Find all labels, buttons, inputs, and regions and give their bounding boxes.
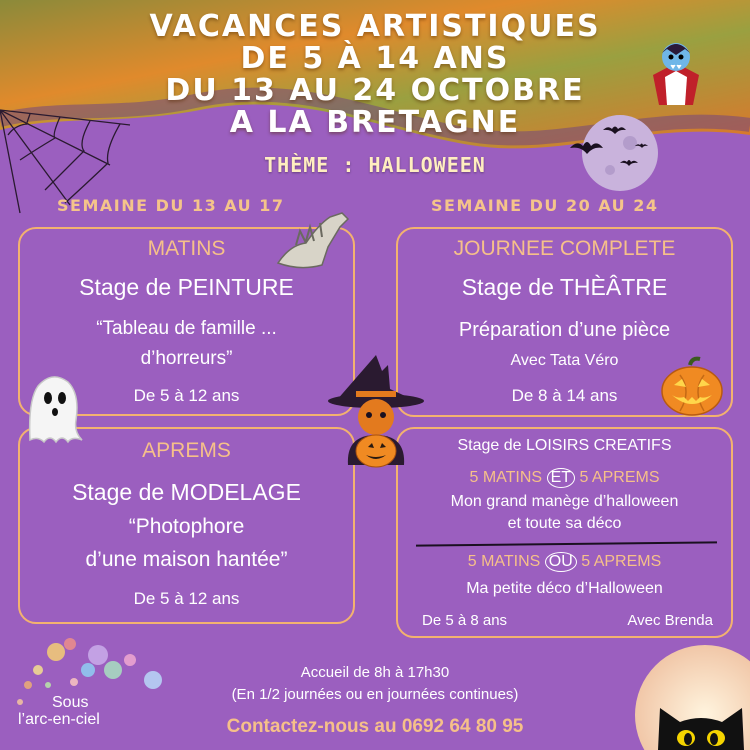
option2-afternoons: 5 APREMS bbox=[581, 553, 662, 570]
crafts-option2-schedule bbox=[398, 552, 731, 572]
contact-phone[interactable]: Contactez-nous au 0692 64 80 95 bbox=[226, 716, 524, 737]
theatre-ages: De 8 à 14 ans bbox=[511, 386, 618, 405]
divider bbox=[416, 541, 717, 546]
option1-afternoons: 5 APREMS bbox=[579, 469, 660, 486]
crafts-title: Stage de LOISIRS CREATIFS bbox=[457, 437, 672, 454]
option1-mornings: 5 MATINS bbox=[469, 469, 543, 486]
theme-label: THÈME : HALLOWEEN bbox=[264, 153, 486, 177]
afternoon-label: APREMS bbox=[142, 439, 231, 462]
option1-and: ET bbox=[547, 468, 575, 488]
crafts-option2-desc: Ma petite déco d’Halloween bbox=[466, 580, 663, 597]
moon-bats-icon bbox=[565, 108, 660, 198]
ghost-icon bbox=[18, 370, 88, 448]
crafts-card bbox=[396, 427, 733, 638]
crafts-ages: De 5 à 8 ans bbox=[422, 612, 508, 629]
opening-hours-note: (En 1/2 journées ou en journées continues) bbox=[231, 686, 519, 703]
black-cat-icon bbox=[652, 688, 750, 750]
theatre-desc-line1: Préparation d’une pièce bbox=[458, 319, 671, 341]
week1-heading: SEMAINE DU 13 AU 17 bbox=[57, 196, 285, 215]
crafts-teacher: Avec Brenda bbox=[627, 612, 713, 629]
title-line-1: VACANCES ARTISTIQUES bbox=[149, 9, 601, 44]
theatre-teacher: Avec Tata Véro bbox=[510, 352, 619, 369]
modelling-desc-line1: “Photophore bbox=[128, 515, 245, 538]
painting-desc-line2: d’horreurs” bbox=[140, 348, 233, 369]
zombie-hand-icon bbox=[270, 205, 355, 275]
morning-label: MATINS bbox=[147, 237, 226, 260]
logo-line1: Sous bbox=[52, 694, 89, 711]
title-line-4: A LA BRETAGNE bbox=[229, 105, 521, 140]
modelling-stage: Stage de MODELAGE bbox=[72, 479, 301, 505]
crafts-option1-schedule bbox=[398, 468, 731, 488]
option2-or: OU bbox=[545, 552, 577, 572]
witch-pumpkin-icon bbox=[326, 355, 426, 473]
crafts-option1-desc2: et toute sa déco bbox=[507, 515, 622, 532]
painting-stage: Stage de PEINTURE bbox=[79, 274, 294, 300]
crafts-option1-desc1: Mon grand manège d’halloween bbox=[450, 493, 679, 510]
jack-o-lantern-icon bbox=[660, 355, 724, 417]
theatre-stage: Stage de THÈÂTRE bbox=[461, 274, 668, 300]
logo-line2: l’arc-en-ciel bbox=[18, 711, 100, 728]
title-line-3: DU 13 AU 24 OCTOBRE bbox=[165, 73, 585, 108]
option2-mornings: 5 MATINS bbox=[467, 553, 541, 570]
afternoon-modelling-card bbox=[18, 427, 355, 624]
week2-heading: SEMAINE DU 20 AU 24 bbox=[431, 196, 659, 215]
vampire-icon bbox=[645, 35, 707, 107]
modelling-ages: De 5 à 12 ans bbox=[133, 589, 240, 608]
title-line-2: DE 5 À 14 ANS bbox=[240, 41, 510, 76]
fullday-label: JOURNEE COMPLETE bbox=[453, 237, 676, 260]
opening-hours: Accueil de 8h à 17h30 bbox=[300, 664, 450, 681]
painting-desc-line1: “Tableau de famille ... bbox=[96, 318, 277, 339]
modelling-desc-line2: d’une maison hantée” bbox=[85, 548, 288, 571]
logo-text bbox=[18, 694, 100, 728]
painting-ages: De 5 à 12 ans bbox=[133, 386, 240, 405]
